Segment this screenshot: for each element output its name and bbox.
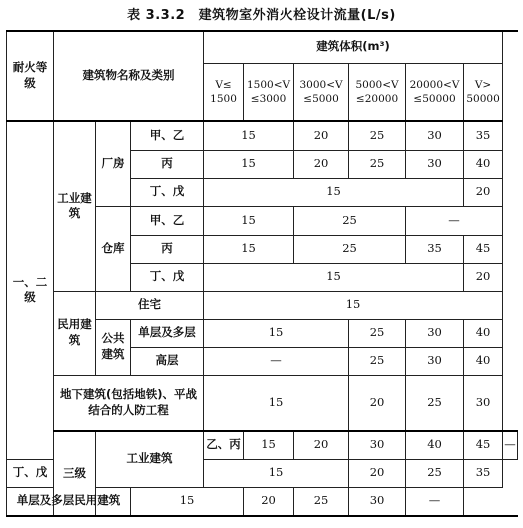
table-cell: 30 [406,347,464,375]
table-cell: 30 [349,431,406,459]
category-jia-yi: 甲、乙 [131,121,204,150]
table-cell: 35 [464,121,503,150]
grade-3: 三级 [54,431,96,516]
table-cell: 40 [464,150,503,178]
table-cell: 45 [464,235,503,263]
table-cell: 25 [406,459,464,487]
table-cell: — [503,431,518,459]
header-building-volume: 建筑体积(m³) [204,31,503,63]
header-volume-2: 1500<V ≤3000 [244,63,294,121]
table-cell: 35 [464,459,503,487]
warehouse: 仓库 [96,206,131,291]
table-cell: 15 [204,121,294,150]
table-cell: 40 [406,431,464,459]
category-jia-yi-warehouse: 甲、乙 [131,206,204,235]
table-cell: 15 [204,206,294,235]
table-cell: 20 [294,431,349,459]
civil-building: 民用建筑 [54,291,96,375]
fire-hydrant-flow-table [6,30,518,517]
table-cell: 40 [464,319,503,347]
table-cell: 15 [204,291,503,319]
table-cell: 30 [349,487,406,516]
table-cell: 30 [406,121,464,150]
category-single-multi: 单层及多层 [131,319,204,347]
table-cell: 35 [406,235,464,263]
table-cell: 25 [294,235,406,263]
table-cell: 15 [204,375,349,431]
table-cell: 25 [406,375,464,431]
underground-building: 地下建筑(包括地铁)、平战结合的人防工程 [54,375,204,431]
table-cell: 20 [349,375,406,431]
table-cell: 15 [204,319,349,347]
category-high-rise: 高层 [131,347,204,375]
header-volume-4: 5000<V ≤20000 [349,63,406,121]
table-cell: 20 [294,150,349,178]
table-cell: 25 [349,121,406,150]
table-caption: 表 3.3.2 建筑物室外消火栓设计流量(L/s) [127,8,396,23]
residential: 住宅 [96,291,204,319]
factory: 厂房 [96,121,131,206]
table-cell: 15 [204,263,464,291]
table-cell: 25 [294,206,406,235]
category-bing-warehouse: 丙 [131,235,204,263]
header-volume-1: V≤ 1500 [204,63,244,121]
header-grade: 耐火等级 [7,31,54,121]
table-cell: 25 [294,487,349,516]
table-cell: 20 [244,487,294,516]
table-cell: 40 [464,347,503,375]
table-cell: 15 [204,459,349,487]
table-cell: 15 [244,431,294,459]
table-cell: 25 [349,347,406,375]
header-volume-3: 3000<V ≤5000 [294,63,349,121]
table-cell: 30 [406,319,464,347]
table-cell: 20 [349,459,406,487]
table-cell: 15 [204,235,294,263]
industrial-building-grade3: 工业建筑 [96,431,204,487]
industrial-building: 工业建筑 [54,121,96,291]
table-cell: — [406,487,464,516]
table-cell: 30 [464,375,503,431]
table-cell: 15 [204,178,464,206]
category-ding-wu-warehouse: 丁、戊 [131,263,204,291]
table-cell: 25 [349,319,406,347]
header-volume-5: 20000<V ≤50000 [406,63,464,121]
table-cell: 20 [464,263,503,291]
header-volume-6: V> 50000 [464,63,503,121]
table-cell: 20 [294,121,349,150]
table-cell: 20 [464,178,503,206]
civil-building-grade3: 单层及多层民用建筑 [7,487,131,516]
table-cell: 15 [204,150,294,178]
grade-1-2: 一、二级 [7,121,54,459]
category-yi-bing: 乙、丙 [204,431,244,459]
table-cell: 30 [406,150,464,178]
table-cell: — [406,206,503,235]
category-ding-wu: 丁、戊 [131,178,204,206]
category-ding-wu-grade3: 丁、戊 [7,459,54,487]
header-building-category: 建筑物名称及类别 [54,31,204,121]
category-bing: 丙 [131,150,204,178]
table-cell: 25 [349,150,406,178]
public-building: 公共建筑 [96,319,131,375]
table-cell: — [204,347,349,375]
table-cell: 45 [464,431,503,459]
table-cell: 15 [131,487,244,516]
